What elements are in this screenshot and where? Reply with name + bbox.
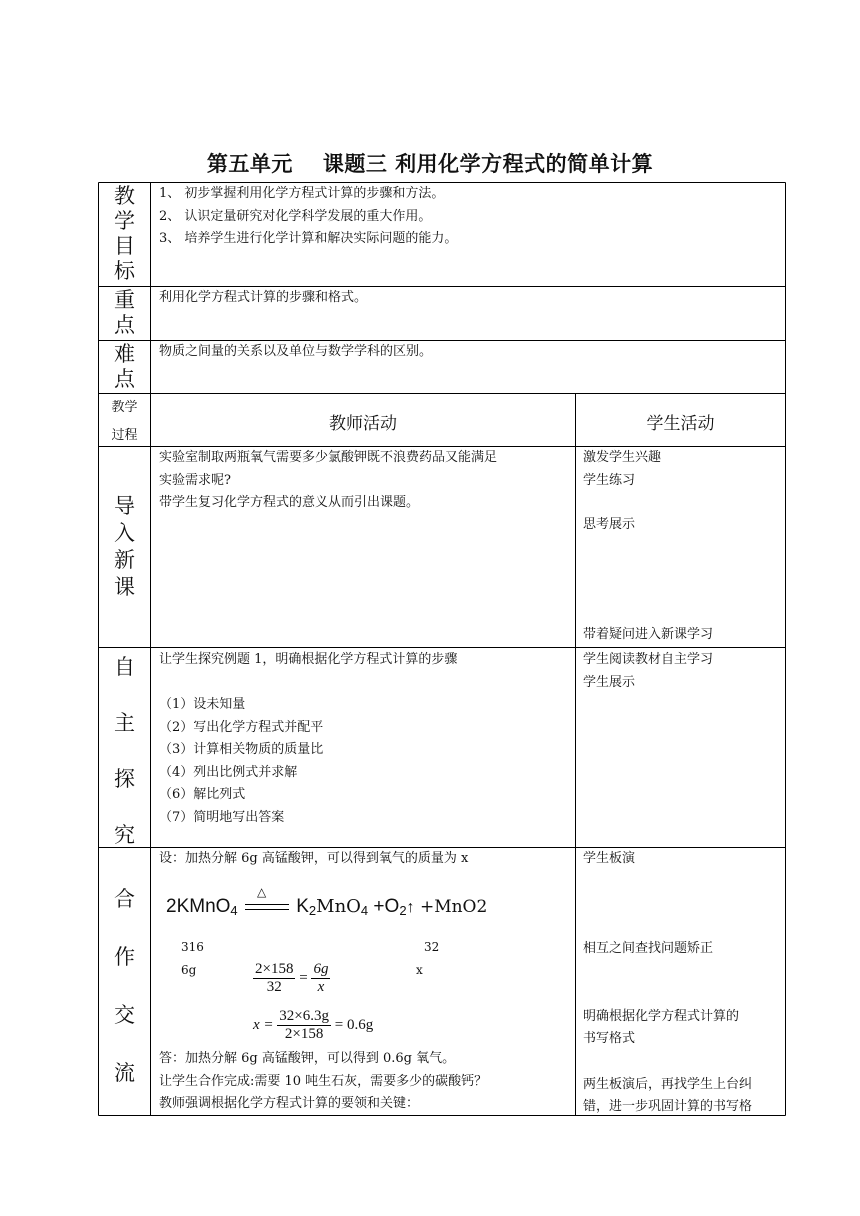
student-activity-header: 学生活动 [646,414,715,434]
text-line: 学生展示 [583,674,636,690]
solution-equation [253,1008,373,1043]
task-line: 让学生合作完成:需要 10 吨生石灰，需要多少的碳酸钙？ [159,1073,488,1089]
label-char: 点 [114,313,135,337]
heat-symbol: △ [256,884,267,899]
label-char: 标 [114,259,135,283]
fraction-numerator: 2×158 [255,961,294,977]
label-char: 主 [114,711,135,735]
label-char: 作 [114,945,135,969]
cooperate-label [99,885,150,1088]
label-char: 新 [114,548,135,572]
intro-label [99,493,150,601]
cooperate-setup: 设：加热分解 6g 高锰酸钾，可以得到氧气的质量为 x [159,851,469,866]
objectives-list [159,183,457,251]
mass-316: 316 [181,940,204,954]
label-char: 探 [114,767,135,791]
text-line: 明确根据化学方程式计算的 [583,1009,740,1024]
text-line: 错，进一步巩固计算的书写格 [583,1099,753,1114]
difficulty-text [159,341,432,364]
difficulty-label [99,342,150,392]
gas-arrow: ↑ [406,899,415,916]
text-line: 书写格式 [583,1031,636,1046]
eq-product: +MnO2 [414,897,488,917]
fraction-denominator: x [317,979,325,995]
text-line: 相互之间查找问题矫正 [583,941,714,956]
self-study-student [583,649,713,694]
emphasis-line: 教师强调根据化学方程式计算的要领和关键： [159,1096,420,1111]
self-study-teacher [159,649,457,829]
fraction-denominator: 2×158 [284,1026,324,1042]
solution-rhs: = 0.6g [334,1017,374,1033]
title-unit: 第五单元 [206,152,293,176]
label-line: 过程 [111,428,138,443]
eq-subscript: 4 [360,903,369,918]
fraction-numerator: 6g [313,961,329,977]
mass-32: 32 [424,940,440,954]
reaction-condition [243,884,291,917]
eq-product: +O [368,896,400,917]
step-item: （7）简明地写出答案 [159,809,285,825]
objective-item: 3、 培养学生进行化学计算和解决实际问题的能力。 [159,231,458,246]
step-item: （6）解比列式 [159,787,246,802]
cooperate-bottom-text [159,1048,487,1116]
label-char: 交 [114,1003,135,1027]
label-char: 难 [114,342,135,366]
text-line: 激发学生兴趣 [583,450,662,465]
unknown-x: x [416,963,423,977]
step-item: （4）列出比例式并求解 [159,764,298,780]
label-line: 教学 [111,400,138,415]
process-label [99,394,150,450]
intro-teacher [159,447,497,515]
title-lesson: 课题三 利用化学方程式的简单计算 [322,152,654,176]
key-point-text [159,287,367,310]
label-char: 教 [114,184,135,208]
text-line: 让学生探究例题 1，明确根据化学方程式计算的步骤 [159,652,458,667]
text-line: 思考展示 [583,517,636,532]
label-char: 重 [114,288,135,312]
objective-item: 1、 初步掌握利用化学方程式计算的步骤和方法。 [159,186,445,201]
fraction-numerator: 32×6.3g [279,1008,329,1024]
step-item: （2）写出化学方程式并配平 [159,719,324,735]
equals-sign: = [299,970,308,986]
label-char: 入 [114,521,135,545]
text-line: 两生板演后，再找学生上台纠 [583,1077,753,1092]
key-point-label [99,288,150,338]
self-study-label [99,653,150,849]
text-line: 实验室制取两瓶氧气需要多少氯酸钾既不浪费药品又能满足 [159,450,498,465]
label-char: 流 [114,1061,135,1085]
eq-subscript: 2 [308,903,317,918]
ratio-equation [253,961,330,996]
objective-item: 2、 认识定量研究对化学科学发展的重大作用。 [159,208,432,224]
answer-line: 答：加热分解 6g 高锰酸钾，可以得到 0.6g 氧气。 [159,1051,456,1066]
objectives-label [99,184,150,284]
chemical-equation [166,884,488,918]
text-line: 带着疑问进入新课学习 [583,627,714,642]
label-char: 合 [114,887,135,911]
text-line: 学生练习 [583,472,636,488]
label-char: 自 [114,655,135,679]
step-item: （3）计算相关物质的质量比 [159,742,324,757]
text-line: 带学生复习化学方程式的意义从而引出课题。 [159,495,420,510]
cooperate-student [583,848,783,1114]
step-item: （1）设未知量 [159,697,246,712]
label-char: 究 [114,823,135,847]
label-char: 目 [114,234,135,258]
teacher-activity-header: 教师活动 [329,414,397,434]
difficulty-content: 物质之间量的关系以及单位与数学学科的区别。 [159,344,433,359]
fraction-denominator: 32 [266,979,282,995]
intro-student [583,447,783,642]
text-line: 学生板演 [583,851,636,866]
label-char: 课 [114,575,135,599]
text-line: 实验需求呢? [159,472,231,488]
solution-lhs: x = [253,1017,274,1033]
label-char: 点 [114,367,135,391]
eq-product: MnO [316,896,361,917]
page-title [0,148,860,178]
label-char: 导 [114,494,135,518]
eq-product: K [296,896,309,917]
eq-reactant: 2KMnO [166,896,231,917]
key-point-content: 利用化学方程式计算的步骤和格式。 [159,290,368,305]
label-char: 学 [114,209,135,233]
text-line: 学生阅读教材自主学习 [583,652,714,667]
given-mass: 6g [181,963,197,977]
eq-subscript: 2 [399,903,407,918]
eq-subscript: 4 [230,903,238,918]
